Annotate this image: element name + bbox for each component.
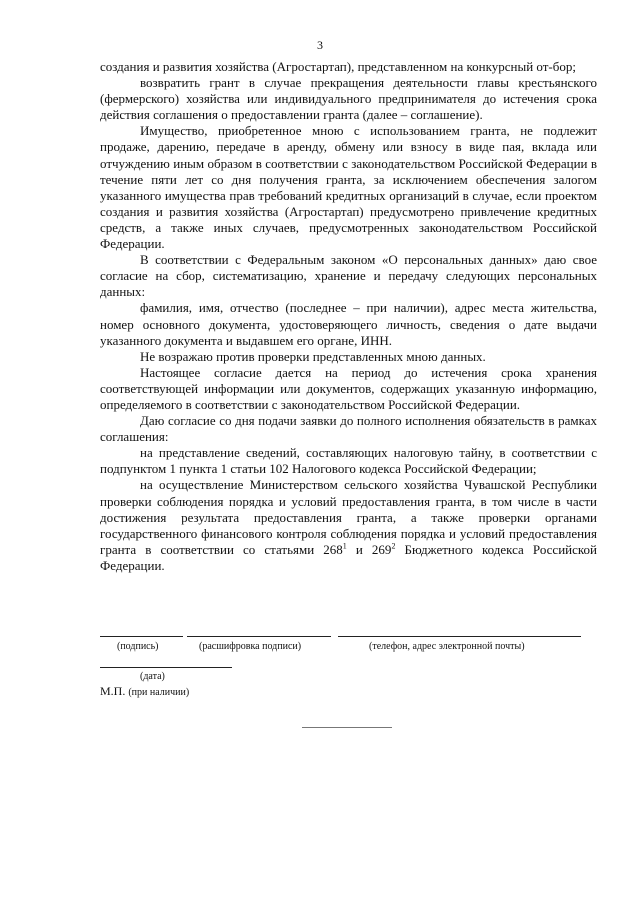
paragraph-8: Даю согласие со дня подачи заявки до полного исполнения обязательств в рамках соглашения: xyxy=(100,413,597,445)
contacts-line xyxy=(338,636,581,637)
contacts-label: (телефон, адрес электронной почты) xyxy=(369,641,525,652)
final-text-part-1: на осуществление Министерством сельского хозяйства Чувашской Республики проверки соблюдения порядка и условий предоставления гранта, в том числе в части достижения результата предоставления гранта, а также проверки органами государственного финансового контроля соблюдения порядка и условий предоставления гранта в соответствии со статьями 268 xyxy=(100,477,597,557)
decryption-label: (расшифровка подписи) xyxy=(199,641,302,652)
date-line xyxy=(100,667,232,668)
article-superscript-1: 1 xyxy=(342,541,347,551)
stamp-note: (при наличии) xyxy=(128,687,190,698)
end-divider xyxy=(302,727,392,728)
signature-line xyxy=(100,636,183,637)
page-number: 3 xyxy=(317,38,323,52)
decryption-line xyxy=(187,636,331,637)
paragraph-7: Настоящее согласие дается на период до истечения срока хранения соответствующей информации или документов, содержащих указанную информацию, определяемого в соответствии с законодательством Российской Федерации. xyxy=(100,364,597,412)
paragraph-10 xyxy=(100,477,597,574)
stamp-label: М.П. xyxy=(100,684,126,698)
final-text-part-2: и 269 xyxy=(346,541,392,557)
document-body xyxy=(100,59,597,574)
paragraph-3: Имущество, приобретенное мною с использованием гранта, не подлежит продаже, дарению, передаче в аренду, обмену или взносу в виде пая, вклада или отчуждению иным образом в соответствии с законодательством Российской Федерации в течение пяти лет со дня получения гранта, за исключением обеспечения залогом указанного имущества прав требований кредитных организаций в случае, если проектом создания и развития хозяйства (Агростартап) предусмотрено привлечение кредитных средств, а также иных случаев, предусмотренных законодательством Российской Федерации. xyxy=(100,123,597,252)
signature-label: (подпись) xyxy=(117,641,159,652)
paragraph-6: Не возражаю против проверки представленных мною данных. xyxy=(140,348,486,364)
paragraph-5: фамилия, имя, отчество (последнее – при наличии), адрес места жительства, номер основного документа, удостоверяющего личность, сведения о дате выдачи указанного документа и выдавшем его органе, ИНН. xyxy=(100,300,597,348)
paragraph-2: возвратить грант в случае прекращения деятельности главы крестьянского (фермерского) хозяйства или индивидуального предпринимателя до истечения срока действия соглашения о предоставлении гранта (далее – соглашение). xyxy=(100,75,597,123)
stamp-place xyxy=(100,684,189,700)
final-text-part-3: Бюджетного кодекса Российской Федерации. xyxy=(100,541,597,573)
paragraph-4: В соответствии с Федеральным законом «О персональных данных» даю свое согласие на сбор, систематизацию, хранение и передачу следующих персональных данных: xyxy=(100,252,597,300)
article-superscript-2: 2 xyxy=(391,541,396,551)
paragraph-9: на представление сведений, составляющих налоговую тайну, в соответствии с подпунктом 1 пункта 1 статьи 102 Налогового кодекса Российской Федерации; xyxy=(100,445,597,477)
date-label: (дата) xyxy=(140,671,165,682)
paragraph-1: создания и развития хозяйства (Агростартап), представленном на конкурсный от-бор; xyxy=(100,59,576,74)
